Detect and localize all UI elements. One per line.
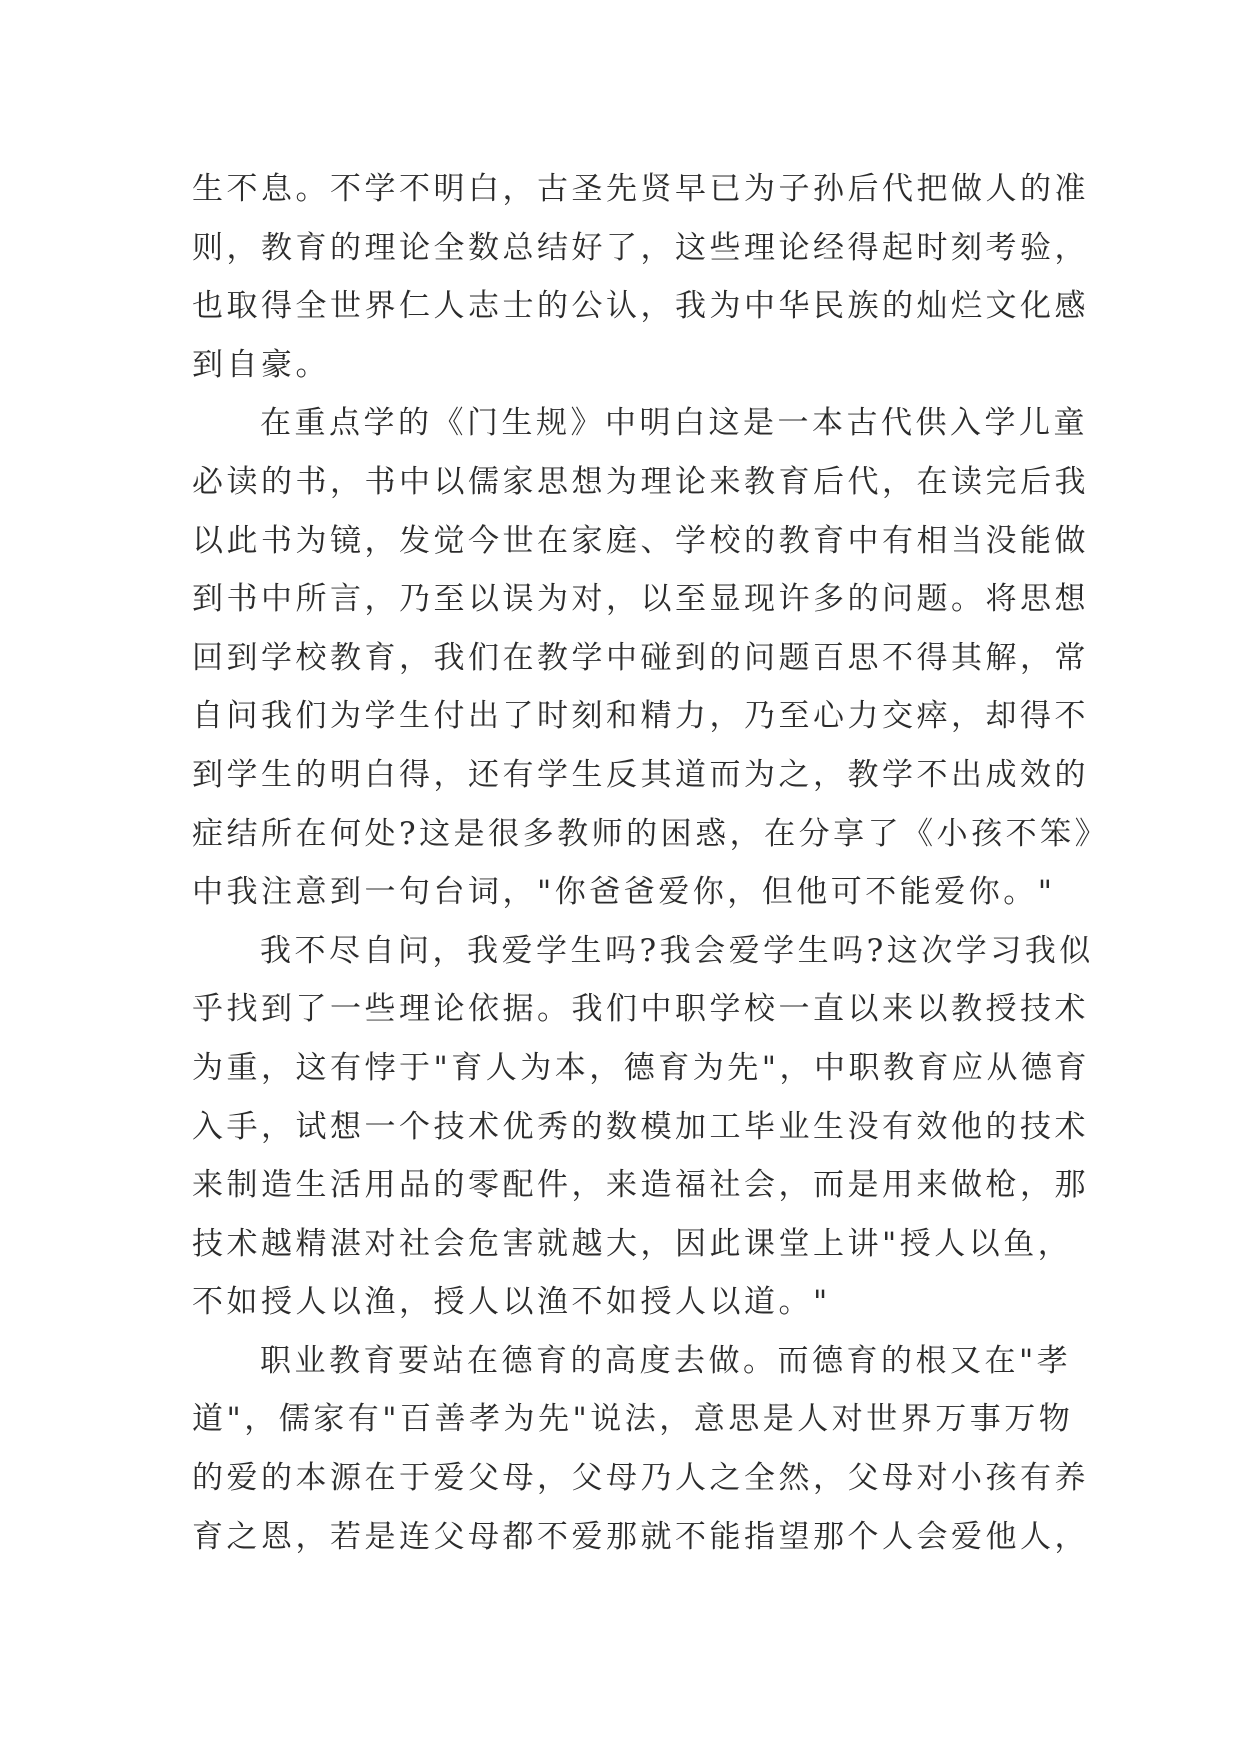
text-line: 症结所在何处?这是很多教师的困惑，在分享了《小孩不笨》 [192,815,1110,852]
text-line: 为重，这有悖于"育人为本，德育为先"，中职教育应从德育 [192,1049,1091,1086]
text-line: 育之恩，若是连父母都不爱那就不能指望那个人会爱他人， [192,1518,1089,1555]
text-line: 以此书为镜，发觉今世在家庭、学校的教育中有相当没能做 [192,522,1089,559]
text-line: 也取得全世界仁人志士的公认，我为中华民族的灿烂文化感 [192,288,1089,325]
text-line: 来制造生活用品的零配件，来造福社会，而是用来做枪，那 [192,1167,1089,1204]
text-line: 中我注意到一句台词，"你爸爸爱你，但他可不能爱你。" [192,874,1056,911]
paragraph [192,1332,1089,1566]
text-line: 到学生的明白得，还有学生反其道而为之，教学不出成效的 [192,756,1089,793]
text-line: 必读的书，书中以儒家思想为理论来教育后代，在读完后我 [192,463,1089,500]
text-line: 入手，试想一个技术优秀的数模加工毕业生没有效他的技术 [192,1108,1089,1145]
paragraph [192,922,1094,1332]
text-line: 我不尽自问，我爱学生吗?我会爱学生吗?这次学习我似 [260,932,1094,969]
paragraph [192,394,1110,921]
text-line: 道"，儒家有"百善孝为先"说法，意思是人对世界万事万物 [192,1401,1074,1438]
text-line: 技术越精湛对社会危害就越大，因此课堂上讲"授人以鱼， [192,1225,1073,1262]
text-line: 自问我们为学生付出了时刻和精力，乃至心力交瘁，却得不 [192,698,1089,735]
text-line: 不如授人以渔，授人以渔不如授人以道。" [192,1284,831,1321]
text-line: 回到学校教育，我们在教学中碰到的问题百思不得其解，常 [192,639,1089,676]
text-line: 到自豪。 [192,346,330,383]
text-line: 在重点学的《门生规》中明白这是一本古代供入学儿童 [260,405,1088,442]
text-line: 乎找到了一些理论依据。我们中职学校一直以来以教授技术 [192,991,1089,1028]
paragraph [192,160,1089,394]
text-line: 职业教育要站在德育的高度去做。而德育的根又在"孝 [260,1342,1072,1379]
text-line: 的爱的本源在于爱父母，父母乃人之全然，父母对小孩有养 [192,1460,1089,1497]
document-body [192,160,1110,1566]
text-line: 则，教育的理论全数总结好了，这些理论经得起时刻考验， [192,229,1089,266]
text-line: 到书中所言，乃至以误为对，以至显现许多的问题。将思想 [192,581,1089,618]
text-line: 生不息。不学不明白，古圣先贤早已为子孙后代把做人的准 [192,171,1089,207]
